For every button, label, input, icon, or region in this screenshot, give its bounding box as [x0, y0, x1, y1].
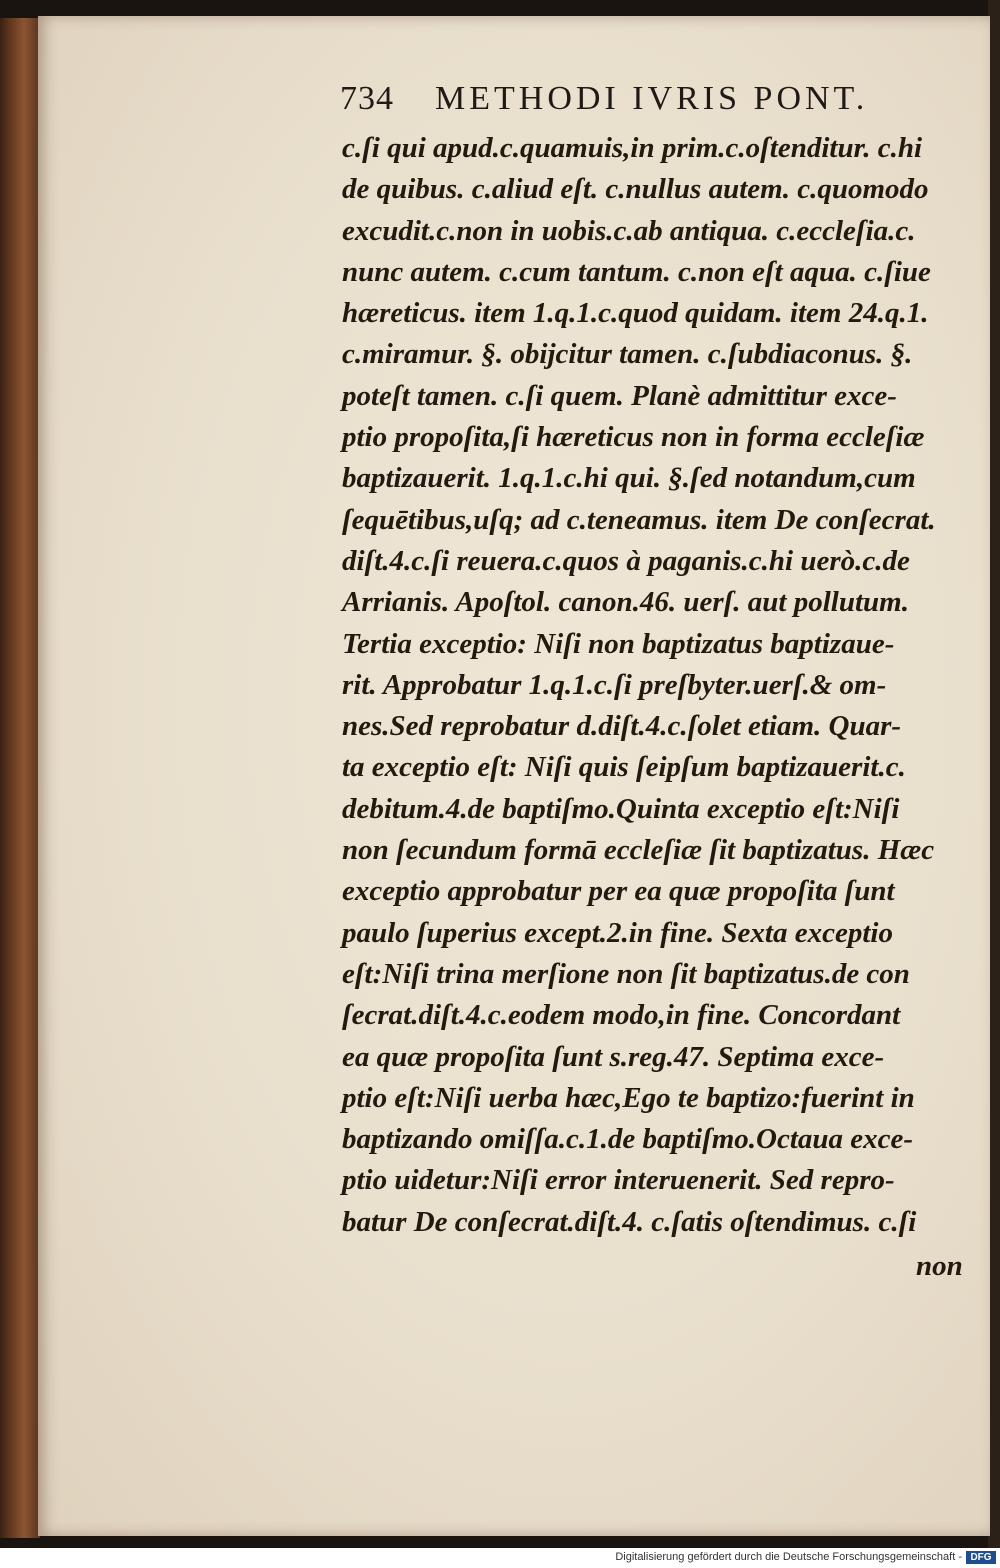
text-line: batur De conſecrat.diſt.4. c.ſatis oſtendimus. c.ſi	[342, 1205, 917, 1238]
text-line: ptio propoſita,ſi hæreticus non in forma eccleſiæ	[342, 421, 925, 454]
text-line: excudit.c.non in uobis.c.ab antiqua. c.eccleſia.c.	[342, 214, 916, 247]
page-header	[340, 80, 940, 124]
catchword: non	[916, 1250, 963, 1282]
body-text	[342, 128, 968, 1243]
text-line: ea quæ propoſita ſunt s.reg.47. Septima exce-	[342, 1040, 885, 1073]
text-line: non ſecundum formā eccleſiæ ſit baptizatus. Hæc	[342, 834, 935, 867]
text-line: debitum.4.de baptiſmo.Quinta exceptio eſt:Niſi	[342, 792, 900, 825]
book-binding	[0, 18, 40, 1538]
text-line: baptizauerit. 1.q.1.c.hi qui. §.ſed notandum,cum	[342, 462, 916, 495]
text-line: ſequētibus,uſq; ad c.teneamus. item De conſecrat.	[342, 503, 936, 536]
text-line: hæreticus. item 1.q.1.c.quod quidam. item 24.q.1.	[342, 297, 929, 330]
text-line: eſt:Niſi trina merſione non ſit baptizatus.de con	[342, 957, 910, 990]
text-line: nes.Sed reprobatur d.diſt.4.c.ſolet etiam. Quar-	[342, 710, 902, 743]
text-line: ptio uidetur:Niſi error interuenerit. Sed repro-	[342, 1164, 895, 1197]
text-line: diſt.4.c.ſi reuera.c.quos à paganis.c.hi uerò.c.de	[342, 544, 910, 577]
text-line: de quibus. c.aliud eſt. c.nullus autem. c.quomodo	[342, 173, 929, 206]
text-line: c.ſi qui apud.c.quamuis,in prim.c.oſtenditur. c.hi	[342, 132, 923, 164]
footer-bar	[0, 1548, 1000, 1568]
text-line: exceptio approbatur per ea quæ propoſita ſunt	[342, 875, 895, 908]
dfg-logo: DFG	[966, 1551, 996, 1564]
text-line: ptio eſt:Niſi uerba hæc,Ego te baptizo:fuerint in	[342, 1081, 915, 1114]
text-line: ſecrat.diſt.4.c.eodem modo,in fine. Concordant	[342, 999, 901, 1032]
running-title: METHODI IVRIS PONT.	[435, 80, 869, 117]
text-line: poteſt tamen. c.ſi quem. Planè admittitur exce-	[342, 379, 897, 412]
text-line: Arrianis. Apoſtol. canon.46. uerſ. aut pollutum.	[342, 586, 909, 619]
text-line: ta exceptio eſt: Niſi quis ſeipſum baptizauerit.c.	[342, 751, 906, 784]
text-line: rit. Approbatur 1.q.1.c.ſi preſbyter.uerſ.& om-	[342, 668, 887, 701]
text-line: c.miramur. §. obijcitur tamen. c.ſubdiaconus. §.	[342, 338, 913, 371]
page-number: 734	[340, 80, 394, 117]
text-line: nunc autem. c.cum tantum. c.non eſt aqua. c.ſiue	[342, 255, 931, 288]
funding-credit: Digitalisierung gefördert durch die Deutsche Forschungsgemeinschaft -	[615, 1551, 962, 1563]
text-line: paulo ſuperius except.2.in fine. Sexta exceptio	[342, 916, 893, 949]
text-line: Tertia exceptio: Niſi non baptizatus baptizaue-	[342, 627, 895, 660]
text-line: baptizando omiſſa.c.1.de baptiſmo.Octaua exce-	[342, 1123, 914, 1156]
